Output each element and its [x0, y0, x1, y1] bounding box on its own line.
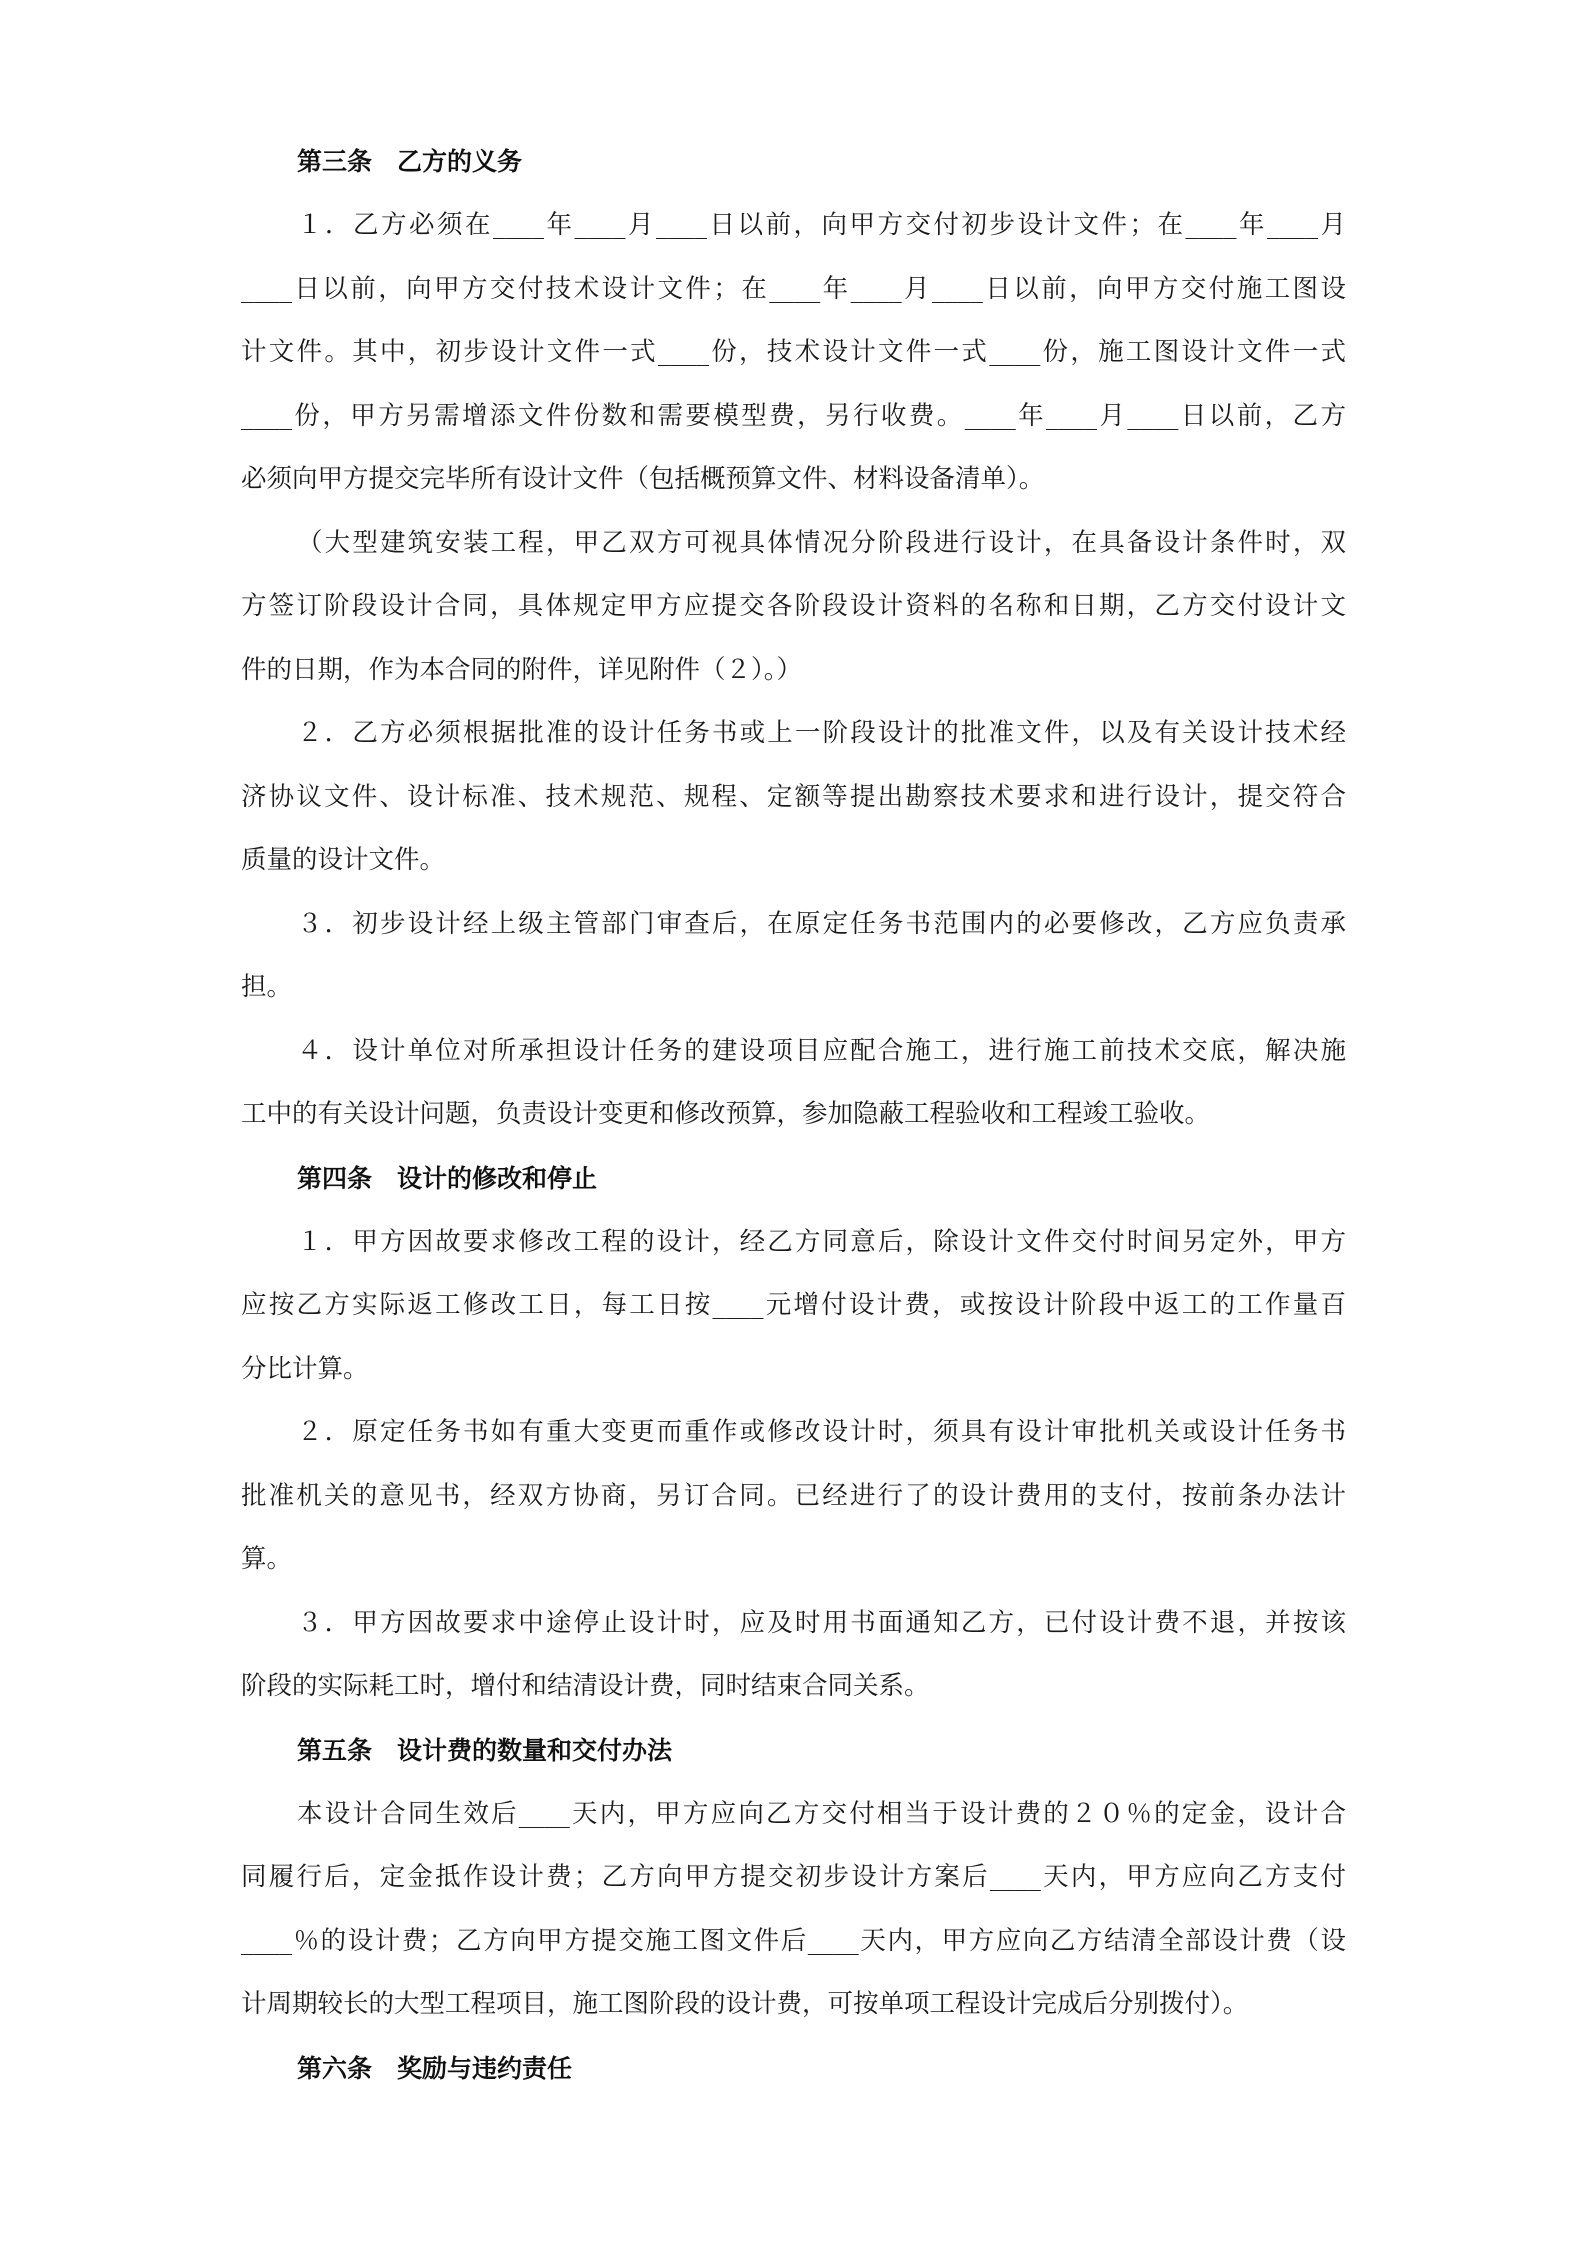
paragraph-line: 计周期较长的大型工程项目，施工图阶段的设计费，可按单项工程设计完成后分别拨付）。 [241, 1989, 1249, 2019]
paragraph-line: ３．甲方因故要求中途停止设计时，应及时用书面通知乙方，已付设计费不退，并按该 [297, 1607, 1346, 1638]
paragraph-line: １．乙方必须在____年____月____日以前，向甲方交付初步设计文件；在____年____月 [297, 210, 1346, 240]
paragraph-line: ____份，甲方另需增添文件份数和需要模型费，另行收费。____年____月____日以前，乙方 [241, 400, 1346, 431]
paragraph-line: 同履行后，定金抵作设计费；乙方向甲方提交初步设计方案后____天内，甲方应向乙方支付 [241, 1862, 1346, 1892]
clause-paragraph [241, 1211, 1346, 1402]
paragraph-line: 必须向甲方提交完毕所有设计文件（包括概预算文件、材料设备清单）。 [241, 464, 1045, 494]
contract-body [241, 130, 1346, 2101]
clause-paragraph [241, 1592, 1346, 1719]
paragraph-line: 计文件。其中，初步设计文件一式____份，技术设计文件一式____份，施工图设计文件一式 [241, 337, 1346, 367]
clause-paragraph [241, 194, 1346, 512]
paragraph-line: １．甲方因故要求修改工程的设计，经乙方同意后，除设计文件交付时间另定外，甲方 [297, 1226, 1346, 1257]
paragraph-line: 算。 [241, 1544, 293, 1574]
clause-paragraph [241, 512, 1346, 703]
clause-paragraph [241, 1401, 1346, 1592]
paragraph-line: 担。 [241, 972, 293, 1002]
section-heading: 第五条 设计费的数量和交付办法 [297, 1735, 673, 1765]
paragraph-line: 方签订阶段设计合同，具体规定甲方应提交各阶段设计资料的名称和日期，乙方交付设计文 [241, 591, 1346, 621]
paragraph-line: 阶段的实际耗工时，增付和结清设计费，同时结束合同关系。 [241, 1671, 930, 1701]
paragraph-line: ３．初步设计经上级主管部门审查后，在原定任务书范围内的必要修改，乙方应负责承 [297, 908, 1346, 939]
section-heading: 第六条 奖励与违约责任 [297, 2053, 573, 2083]
paragraph-line: 质量的设计文件。 [241, 845, 446, 875]
paragraph-line: ２．原定任务书如有重大变更而重作或修改设计时，须具有设计审批机关或设计任务书 [297, 1417, 1346, 1447]
paragraph-line: 批准机关的意见书，经双方协商，另订合同。已经进行了的设计费用的支付，按前条办法计 [241, 1480, 1346, 1511]
section-heading: 第三条 乙方的义务 [297, 147, 523, 176]
paragraph-line: ____日以前，向甲方交付技术设计文件；在____年____月____日以前，向甲方交付施工图设 [241, 273, 1346, 304]
clause-paragraph [241, 893, 1346, 1020]
paragraph-line: 件的日期，作为本合同的附件，详见附件（２）。） [241, 654, 803, 685]
paragraph-line: 应按乙方实际返工修改工日，每工日按____元增付设计费，或按设计阶段中返工的工作量百 [241, 1290, 1346, 1320]
paragraph-line: 分比计算。 [241, 1353, 369, 1384]
clause-paragraph [241, 702, 1346, 893]
paragraph-line: ４．设计单位对所承担设计任务的建设项目应配合施工，进行施工前技术交底，解决施 [297, 1035, 1346, 1066]
clause-paragraph [241, 1020, 1346, 1147]
clause-paragraph [241, 1783, 1346, 2037]
paragraph-line: 工中的有关设计问题，负责设计变更和修改预算，参加隐蔽工程验收和工程竣工验收。 [241, 1099, 1211, 1129]
paragraph-line: 本设计合同生效后____天内，甲方应向乙方交付相当于设计费的２０％的定金，设计合 [297, 1798, 1346, 1829]
paragraph-line: ____％的设计费；乙方向甲方提交施工图文件后____天内，甲方应向乙方结清全部设计费（设 [241, 1925, 1346, 1956]
section-heading: 第四条 设计的修改和停止 [297, 1163, 598, 1193]
paragraph-line: 济协议文件、设计标准、技术规范、规程、定额等提出勘察技术要求和进行设计，提交符合 [241, 781, 1346, 812]
paragraph-line: ２．乙方必须根据批准的设计任务书或上一阶段设计的批准文件，以及有关设计技术经 [297, 718, 1346, 748]
paragraph-line: （大型建筑安装工程，甲乙双方可视具体情况分阶段进行设计，在具备设计条件时，双 [297, 527, 1346, 558]
